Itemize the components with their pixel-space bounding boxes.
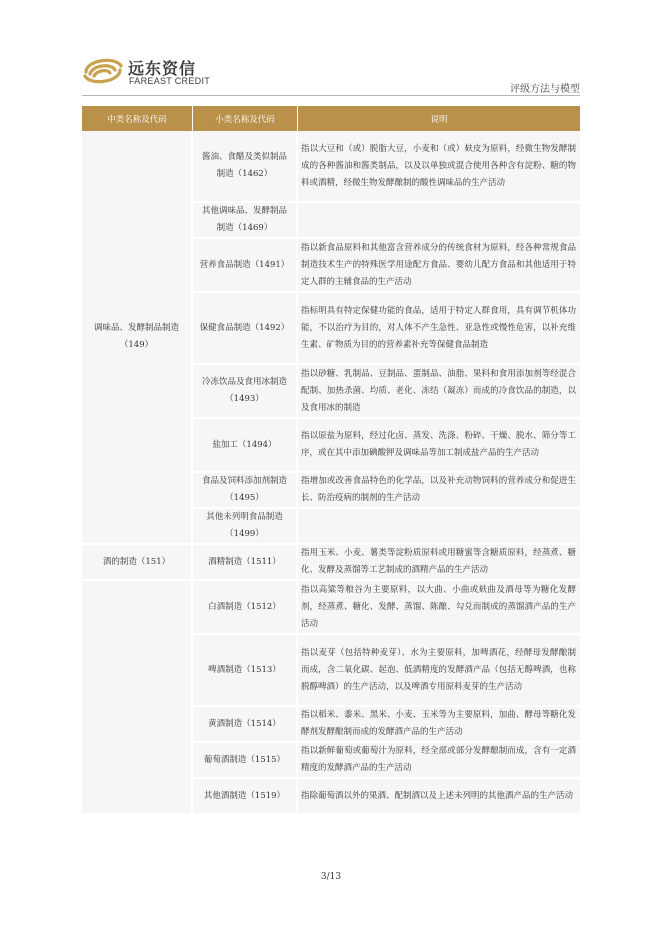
fareast-logo-icon	[82, 52, 124, 88]
brand-name-en: FAREAST CREDIT	[129, 76, 211, 86]
column-header-category: 中类名称及代码	[82, 106, 193, 131]
description-cell: 指除葡萄酒以外的果酒、配制酒以及上述未列明的其他酒产品的生产活动	[298, 779, 580, 815]
description-cell: 指以原盐为原料，经过化卤、蒸发、洗涤、粉碎、干燥、脱水、筛分等工序，或在其中添加碘酸钾及调味品等加工制成盐产品的生产活动	[298, 419, 580, 473]
description-cell: 指以砂糖、乳制品、豆制品、蛋制品、油脂、果料和食用添加剂等经混合配制、加热杀菌、均质、老化、冻结（凝冻）而成的冷食饮品的制造，以及食用冰的制造	[298, 365, 580, 419]
subcategory-cell: 保健食品制造（1492）	[193, 293, 298, 365]
subcategory-cell: 其他未列明食品制造（1499）	[193, 509, 298, 545]
description-cell: 指标明具有特定保健功能的食品，适用于特定人群食用，具有调节机体功能，不以治疗为目的，对人体不产生急性、亚急性或慢性危害，以补充维生素、矿物质为目的的营养素补充等保健食品制造	[298, 293, 580, 365]
page-number: 3/13	[320, 872, 342, 882]
subcategory-cell: 黄酒制造（1514）	[193, 707, 298, 743]
subcategory-cell: 营养食品制造（1491）	[193, 239, 298, 293]
category-cell: 酒的制造（151）	[82, 545, 193, 581]
description-cell: 指以大豆和（或）脱脂大豆，小麦和（或）麸皮为原料，经微生物发酵制成的各种酱油和酱类制品，以及以单独或混合使用各种含有淀粉、糖的物料或酒精，经微生物发酵酿制的酸性调味品的生产活动	[298, 131, 580, 203]
category-cell-blank	[82, 581, 193, 815]
description-cell: 指增加或改善食品特色的化学品，以及补充动物饲料的营养成分和促进生长、防治疫病的制剂的生产活动	[298, 473, 580, 509]
category-cell: 调味品、发酵制品制造（149）	[82, 131, 193, 545]
description-cell: 指以麦芽（包括特种麦芽）、水为主要原料，加啤酒花，经酵母发酵酿制而成，含二氧化碳、起泡、低酒精度的发酵酒产品（包括无醇啤酒，也称脱醇啤酒）的生产活动，以及啤酒专用原料麦芽的生产活动	[298, 635, 580, 707]
description-cell: 指以高粱等粮谷为主要原料，以大曲、小曲或麸曲及酒母等为糖化发酵剂，经蒸煮、糖化、发酵、蒸馏、陈酿、勾兑而制成的蒸馏酒产品的生产活动	[298, 581, 580, 635]
subcategory-cell: 酒精制造（1511）	[193, 545, 298, 581]
table-row	[82, 131, 580, 203]
section-title: 评级方法与模型	[510, 84, 580, 95]
description-cell: 指以新鲜葡萄或葡萄汁为原料，经全部或部分发酵酿制而成，含有一定酒精度的发酵酒产品的生产活动	[298, 743, 580, 779]
subcategory-cell: 其他调味品、发酵制品制造（1469）	[193, 203, 298, 239]
column-header-description: 说明	[298, 106, 580, 131]
description-cell: 指以新食品原料和其他富含营养成分的传统食材为原料，经各种常规食品制造技术生产的特殊医学用途配方食品、婴幼儿配方食品和其他适用于特定人群的主辅食品的生产活动	[298, 239, 580, 293]
page-header	[82, 52, 580, 94]
description-cell	[298, 203, 580, 239]
description-cell: 指以稻米、黍米、黑米、小麦、玉米等为主要原料，加曲、酵母等糖化发酵剂发酵酿制而成的发酵酒产品的生产活动	[298, 707, 580, 743]
table-row	[82, 545, 580, 581]
subcategory-cell: 盐加工（1494）	[193, 419, 298, 473]
table-header-row	[82, 106, 580, 131]
table-row	[82, 581, 580, 635]
description-cell	[298, 509, 580, 545]
subcategory-cell: 食品及饲料添加剂制造（1495）	[193, 473, 298, 509]
subcategory-cell: 冷冻饮品及食用冰制造（1493）	[193, 365, 298, 419]
column-header-subcategory: 小类名称及代码	[193, 106, 298, 131]
subcategory-cell: 其他酒制造（1519）	[193, 779, 298, 815]
industry-classification-table	[82, 106, 580, 815]
header-divider	[82, 95, 580, 96]
subcategory-cell: 葡萄酒制造（1515）	[193, 743, 298, 779]
description-cell: 指用玉米、小麦、薯类等淀粉质原料或用糖蜜等含糖质原料，经蒸煮、糖化、发酵及蒸馏等工艺制成的酒精产品的生产活动	[298, 545, 580, 581]
subcategory-cell: 啤酒制造（1513）	[193, 635, 298, 707]
brand-name-cn: 远东资信	[128, 59, 197, 78]
subcategory-cell: 白酒制造（1512）	[193, 581, 298, 635]
subcategory-cell: 酱油、食醋及类似制品制造（1462）	[193, 131, 298, 203]
